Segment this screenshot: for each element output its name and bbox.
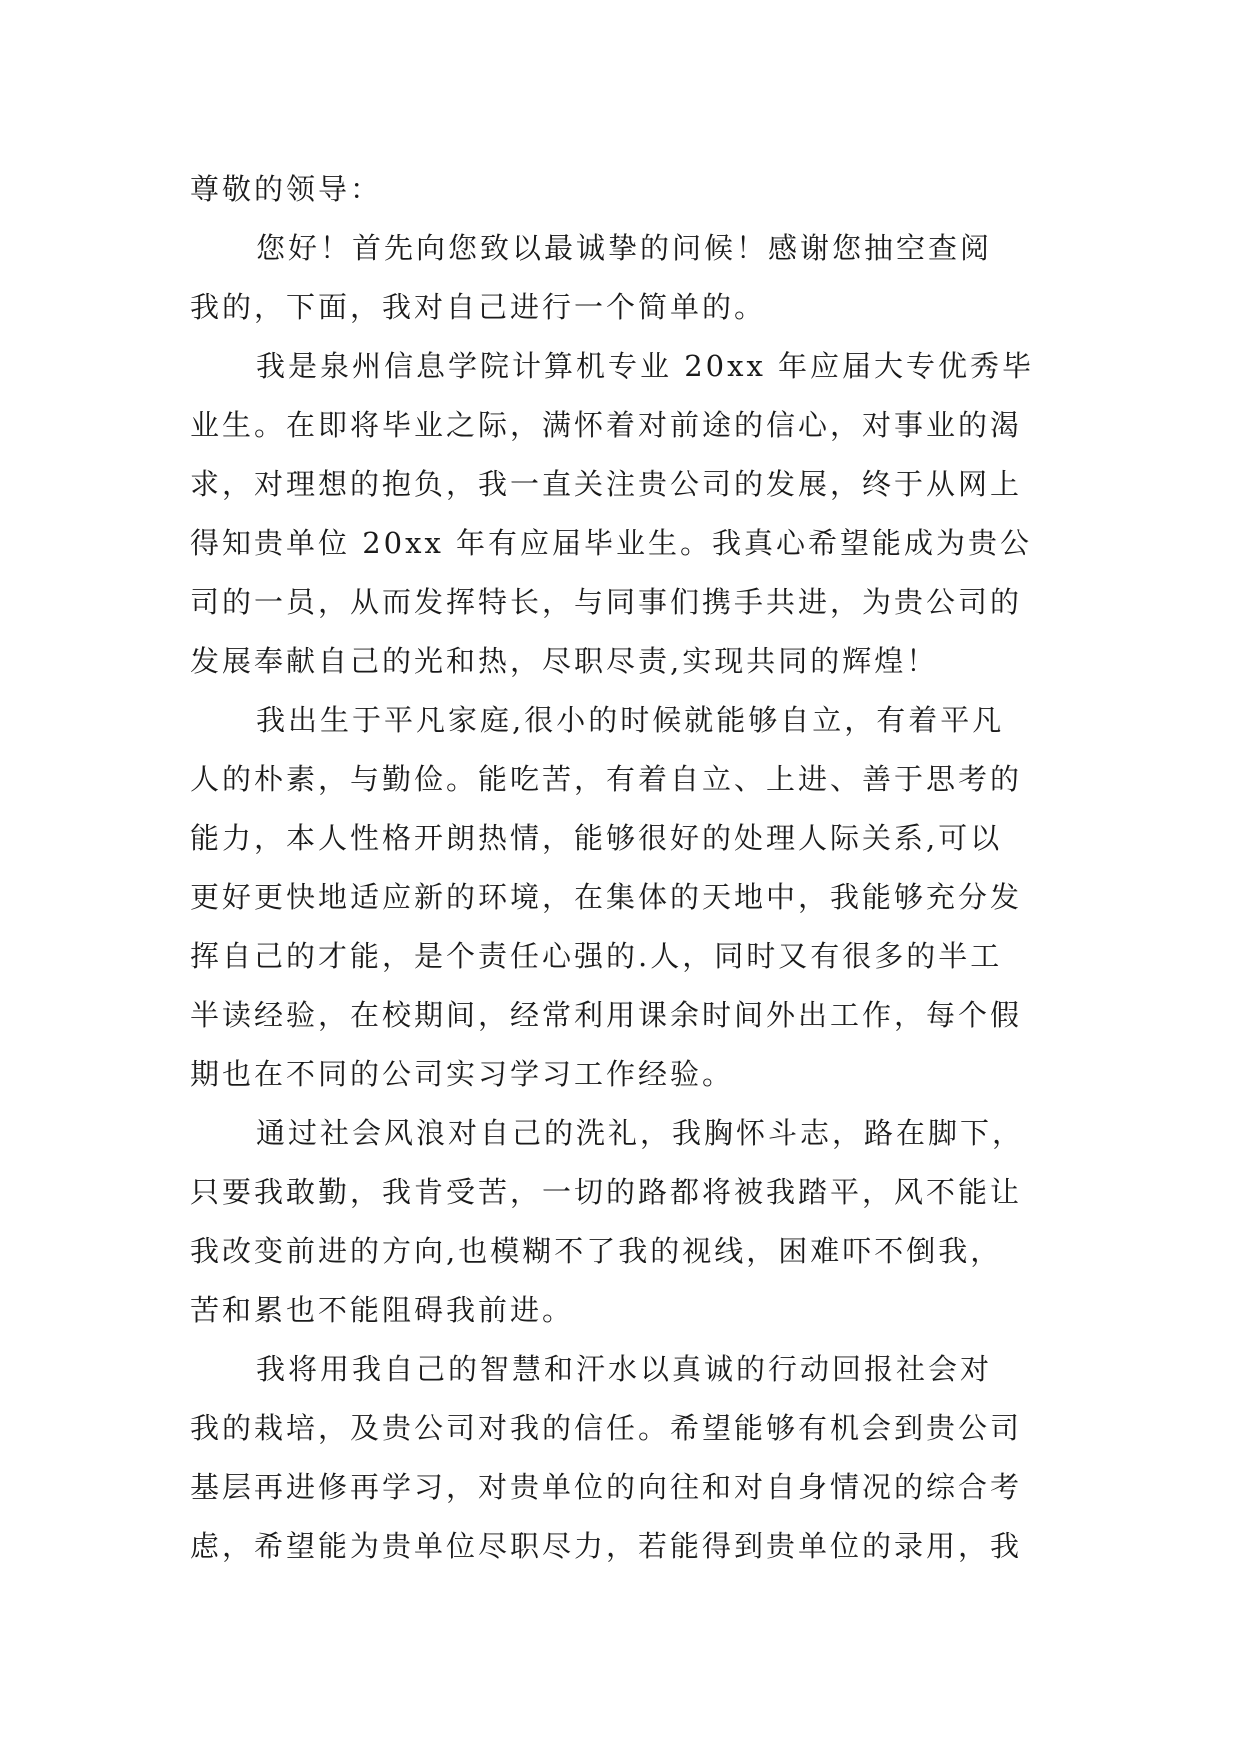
- text-line: 能力，本人性格开朗热情，能够很好的处理人际关系,可以: [190, 821, 1003, 855]
- letter-body: [190, 160, 1070, 1576]
- text-line: 期也在不同的公司实习学习工作经验。: [190, 1057, 735, 1091]
- text-line: 我改变前进的方向,也模糊不了我的视线，困难吓不倒我，: [190, 1234, 1003, 1268]
- text-line: 只要我敢勤，我肯受苦，一切的路都将被我踏平，风不能让: [190, 1175, 1023, 1209]
- text-line: 我出生于平凡家庭,很小的时候就能够自立，有着平凡: [256, 703, 1005, 737]
- text-line: 求，对理想的抱负，我一直关注贵公司的发展，终于从网上: [190, 467, 1023, 501]
- text-line: 发展奉献自己的光和热，尽职尽责,实现共同的辉煌！: [190, 644, 939, 678]
- text-line: 我的，下面，我对自己进行一个简单的。: [190, 290, 767, 324]
- text-line: 我将用我自己的智慧和汗水以真诚的行动回报社会对: [256, 1352, 993, 1386]
- text-line: 通过社会风浪对自己的洗礼，我胸怀斗志，路在脚下，: [256, 1116, 1025, 1150]
- text-line: 苦和累也不能阻碍我前进。: [190, 1293, 575, 1327]
- text-line: 我是泉州信息学院计算机专业 20xx 年应届大专优秀毕: [256, 349, 1035, 383]
- text-line: 人的朴素，与勤俭。能吃苦，有着自立、上进、善于思考的: [190, 762, 1023, 796]
- text-line: 更好更快地适应新的环境，在集体的天地中，我能够充分发: [190, 880, 1023, 914]
- text-line: 虑，希望能为贵单位尽职尽力，若能得到贵单位的录用，我: [190, 1529, 1023, 1563]
- text-line: 挥自己的才能，是个责任心强的.人，同时又有很多的半工: [190, 939, 1003, 973]
- salutation: 尊敬的领导：: [190, 172, 383, 206]
- text-line: 司的一员，从而发挥特长，与同事们携手共进，为贵公司的: [190, 585, 1023, 619]
- text-line: 基层再进修再学习，对贵单位的向往和对自身情况的综合考: [190, 1470, 1023, 1504]
- text-line: 您好！首先向您致以最诚挚的问候！感谢您抽空查阅: [256, 231, 993, 265]
- text-line: 半读经验，在校期间，经常利用课余时间外出工作，每个假: [190, 998, 1023, 1032]
- text-line: 我的栽培，及贵公司对我的信任。希望能够有机会到贵公司: [190, 1411, 1023, 1445]
- text-line: 得知贵单位 20xx 年有应届毕业生。我真心希望能成为贵公: [190, 526, 1033, 560]
- text-line: 业生。在即将毕业之际，满怀着对前途的信心，对事业的渴: [190, 408, 1023, 442]
